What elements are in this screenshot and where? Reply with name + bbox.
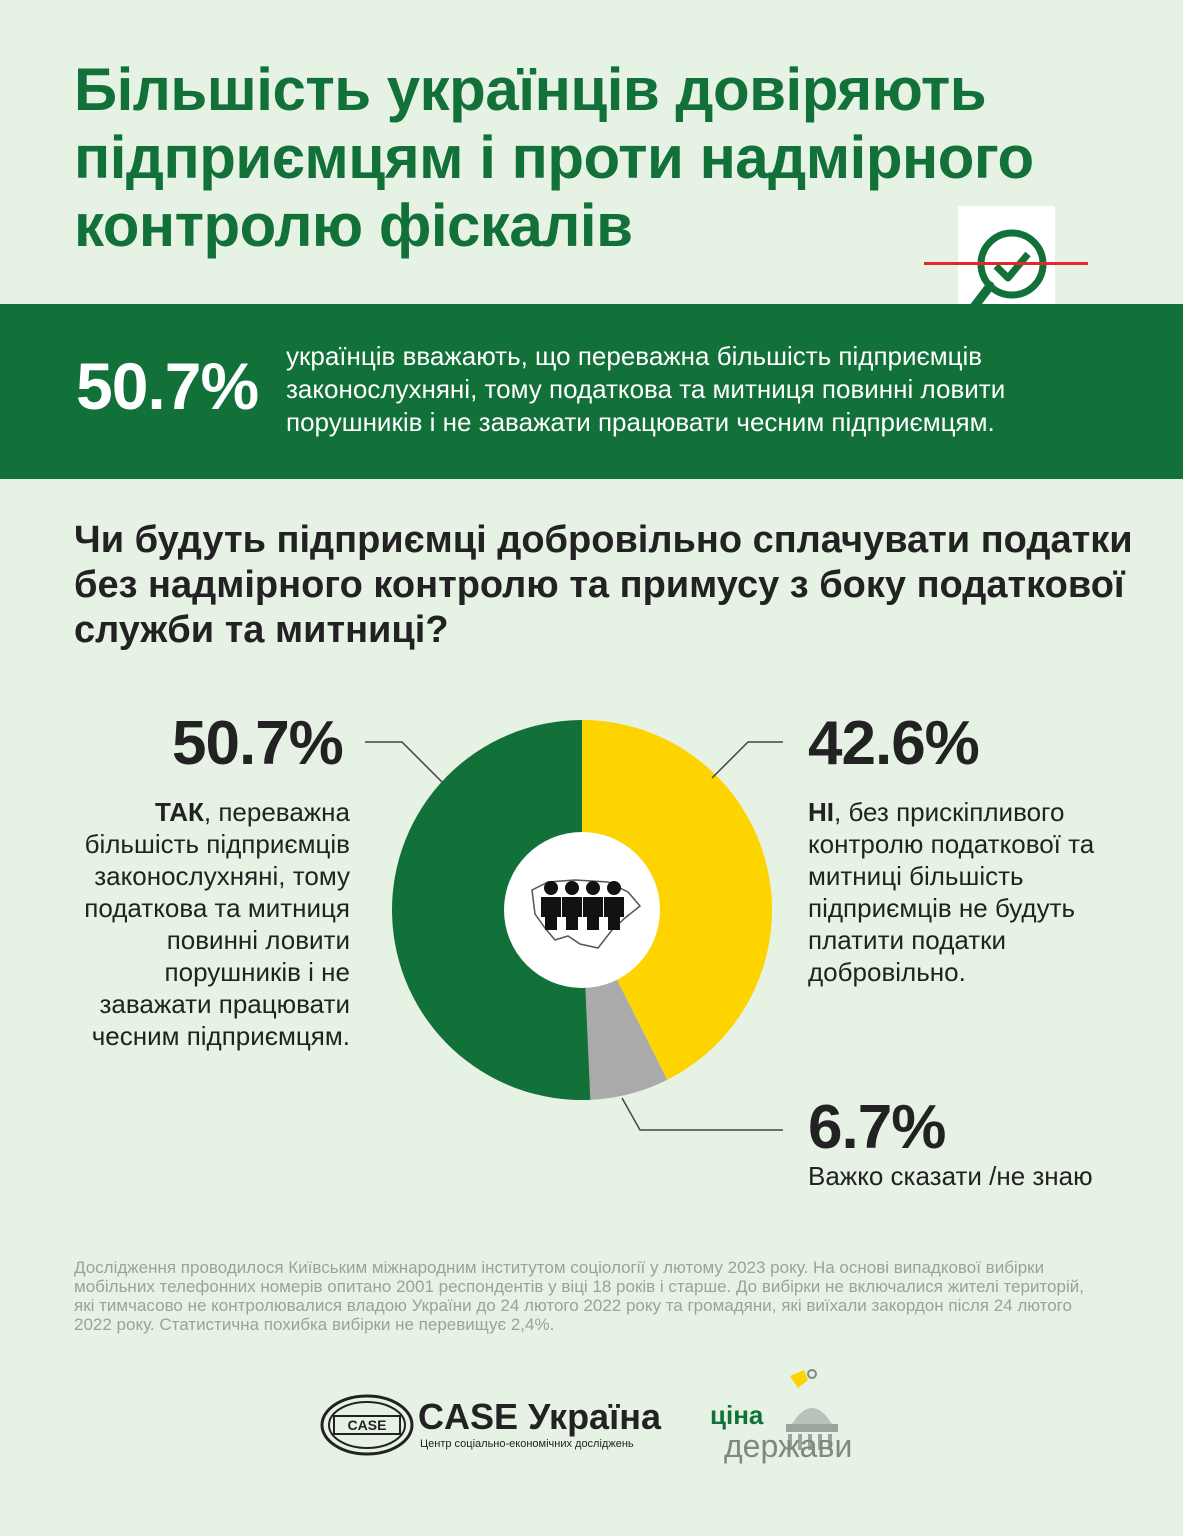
dont-know-description: Важко сказати /не знаю xyxy=(808,1161,1093,1191)
yes-percent: 50.7% xyxy=(172,709,343,778)
methodology-footnote: Дослідження проводилося Київським міжнародним інститутом соціології у лютому 2023 року. На основі випадкової вибірки мобільних телефонних номерів опитано 2001 респондентів у віці 18 років і старше. До вибірки не включалися жителі територій, які тимчасово не контролювалися владою України до 24 лютого 2022 року та громадяни, які виїхали закордон після 24 лютого 2022 року. Статистична похибка вибірки не перевищує 2,4%. xyxy=(74,1258,1084,1334)
case-subtitle: Центр соціально-економічних досліджень xyxy=(420,1438,634,1450)
yes-description xyxy=(60,796,350,1052)
leader-line-no xyxy=(712,742,783,778)
no-bold: НІ xyxy=(808,797,834,827)
derzhavy-word: держави xyxy=(724,1428,853,1464)
cina-word: ціна xyxy=(710,1400,764,1430)
dont-know-percent: 6.7% xyxy=(808,1093,946,1162)
case-badge-text: CASE xyxy=(347,1417,387,1433)
case-name: CASE Україна xyxy=(418,1396,661,1437)
case-logo-icon xyxy=(320,1394,415,1456)
strike-through-line xyxy=(924,262,1088,265)
banner-percent: 50.7% xyxy=(76,349,259,423)
no-percent: 42.6% xyxy=(808,709,979,778)
leader-line-dk xyxy=(622,1098,783,1130)
survey-question: Чи будуть підприємці добровільно сплачувати податки без надмірного контролю та примусу з боку податкової служби та митниці? xyxy=(74,519,1133,651)
banner-text: українців вважають, що переважна більшість підприємців законослухняні, тому податкова та митниця повинні ловити порушників і не заважати працювати чесним підприємцям. xyxy=(286,341,1006,437)
leader-line-yes xyxy=(365,742,442,782)
no-description xyxy=(808,796,1118,988)
page-title: Більшість українців довіряють підприємцям і проти надмірного контролю фіскалів xyxy=(74,56,1034,259)
yes-rest: , переважна більшість підприємців законослухняні, тому податкова та митниця повинні ловити порушників і не заважати працювати чесним підприємцям. xyxy=(84,797,350,1051)
yes-bold: ТАК xyxy=(155,797,204,827)
no-rest: , без прискіпливого контролю податкової та митниці більшість підприємців не будуть платити податки добровільно. xyxy=(808,797,1095,987)
